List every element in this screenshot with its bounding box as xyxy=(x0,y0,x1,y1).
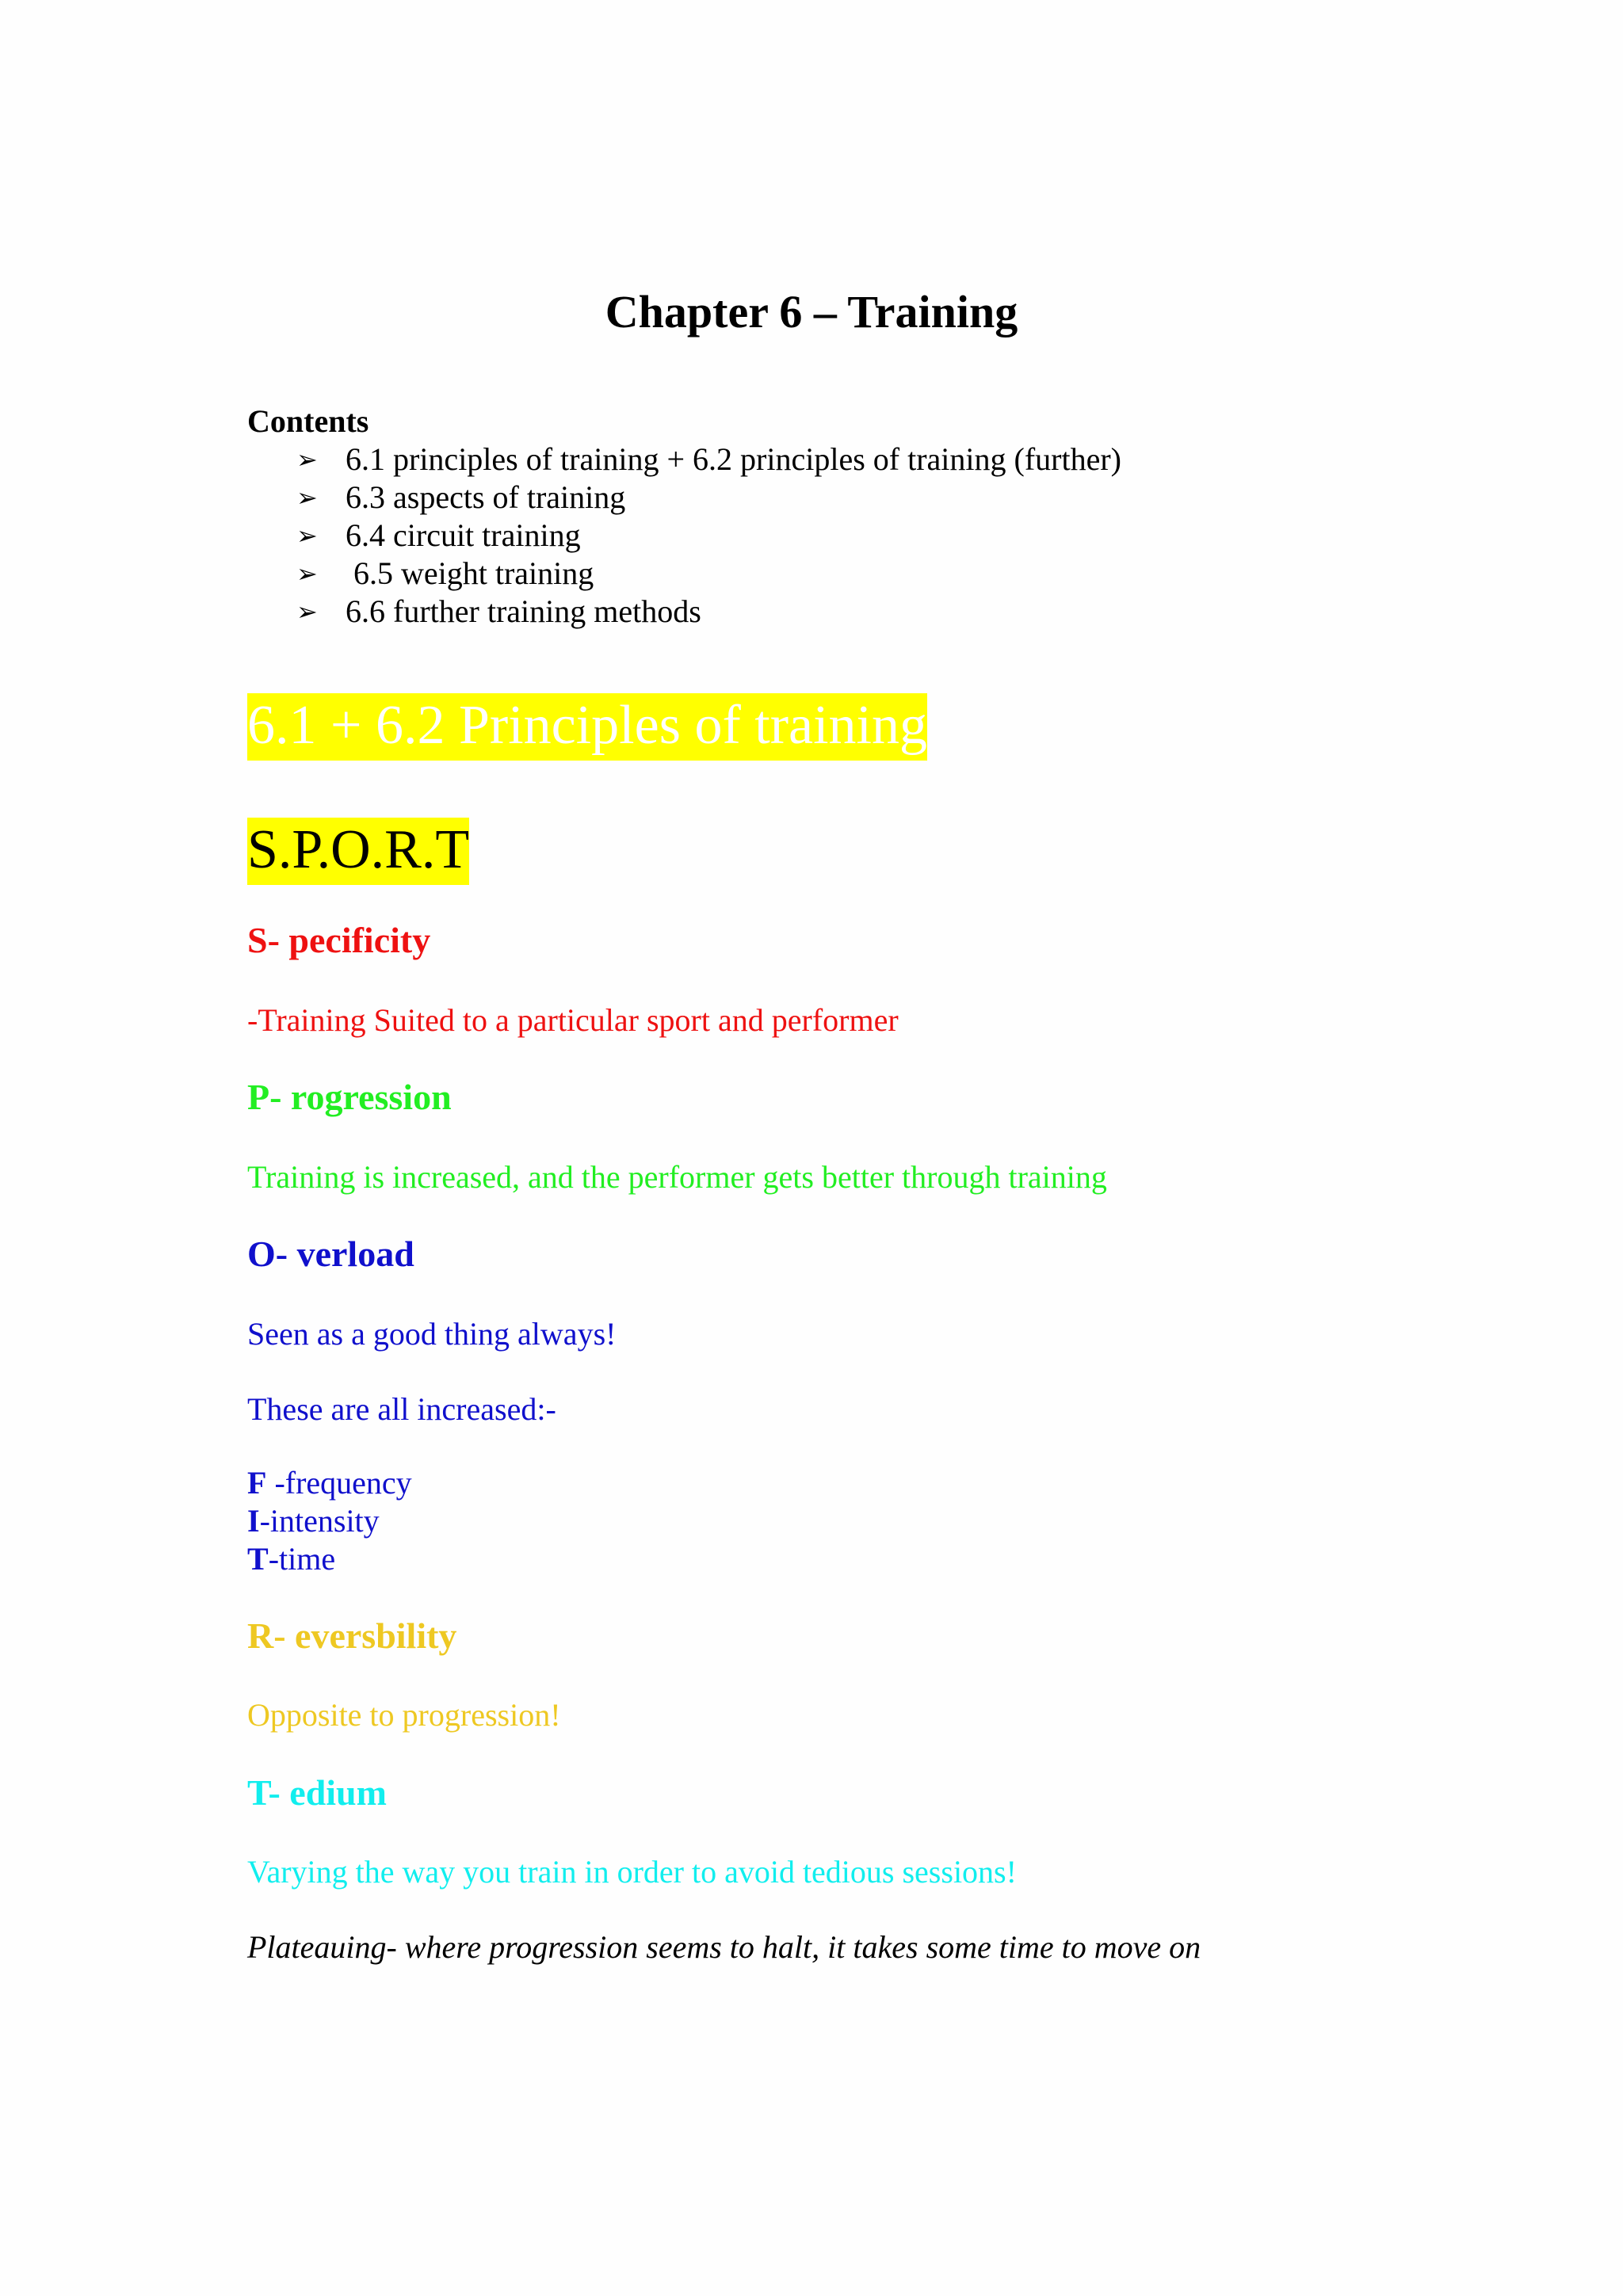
fit-item xyxy=(247,1502,412,1540)
arrow-bullet-icon: ➢ xyxy=(296,597,318,627)
contents-item-label: 6.4 circuit training xyxy=(346,517,581,553)
arrow-bullet-icon: ➢ xyxy=(296,482,318,513)
contents-label: Contents xyxy=(247,403,369,439)
arrow-bullet-icon: ➢ xyxy=(296,521,318,551)
section-heading: 6.1 + 6.2 Principles of training xyxy=(247,693,927,761)
fit-item xyxy=(247,1540,412,1578)
overload-heading: O- verload xyxy=(247,1234,414,1274)
contents-item xyxy=(296,593,1121,631)
contents-item xyxy=(296,555,1121,593)
fit-item xyxy=(247,1464,412,1502)
contents-item xyxy=(296,441,1121,479)
arrow-bullet-icon: ➢ xyxy=(296,444,318,475)
overload-increased-text: These are all increased:- xyxy=(247,1391,556,1427)
fit-list xyxy=(247,1464,412,1578)
reversibility-heading: R- eversbility xyxy=(247,1615,457,1656)
specificity-text: -Training Suited to a particular sport and performer xyxy=(247,1002,899,1038)
overload-text: Seen as a good thing always! xyxy=(247,1316,617,1352)
acronym-heading: S.P.O.R.T xyxy=(247,818,469,885)
contents-item-label: 6.6 further training methods xyxy=(346,593,701,629)
tedium-heading: T- edium xyxy=(247,1772,387,1813)
specificity-heading: S- pecificity xyxy=(247,920,431,960)
arrow-bullet-icon: ➢ xyxy=(296,559,318,589)
contents-item xyxy=(296,479,1121,517)
fit-label: -intensity xyxy=(259,1503,380,1539)
fit-label: -frequency xyxy=(266,1465,412,1501)
fit-letter: F xyxy=(247,1465,267,1501)
progression-text: Training is increased, and the performer gets better through training xyxy=(247,1159,1107,1195)
progression-heading: P- rogression xyxy=(247,1077,452,1117)
contents-item-label: 6.3 aspects of training xyxy=(346,479,626,515)
contents-list xyxy=(296,441,1121,631)
contents-item-label: 6.1 principles of training + 6.2 principles of training (further) xyxy=(346,441,1121,477)
tedium-text: Varying the way you train in order to avoid tedious sessions! xyxy=(247,1854,1017,1890)
fit-letter: T xyxy=(247,1541,269,1577)
fit-label: -time xyxy=(268,1541,336,1577)
plateauing-text: Plateauing- where progression seems to halt, it takes some time to move on xyxy=(247,1929,1201,1965)
page-title: Chapter 6 – Training xyxy=(605,286,1018,338)
contents-item-label: 6.5 weight training xyxy=(346,555,594,591)
fit-letter: I xyxy=(247,1503,260,1539)
reversibility-text: Opposite to progression! xyxy=(247,1697,561,1733)
contents-item xyxy=(296,517,1121,555)
